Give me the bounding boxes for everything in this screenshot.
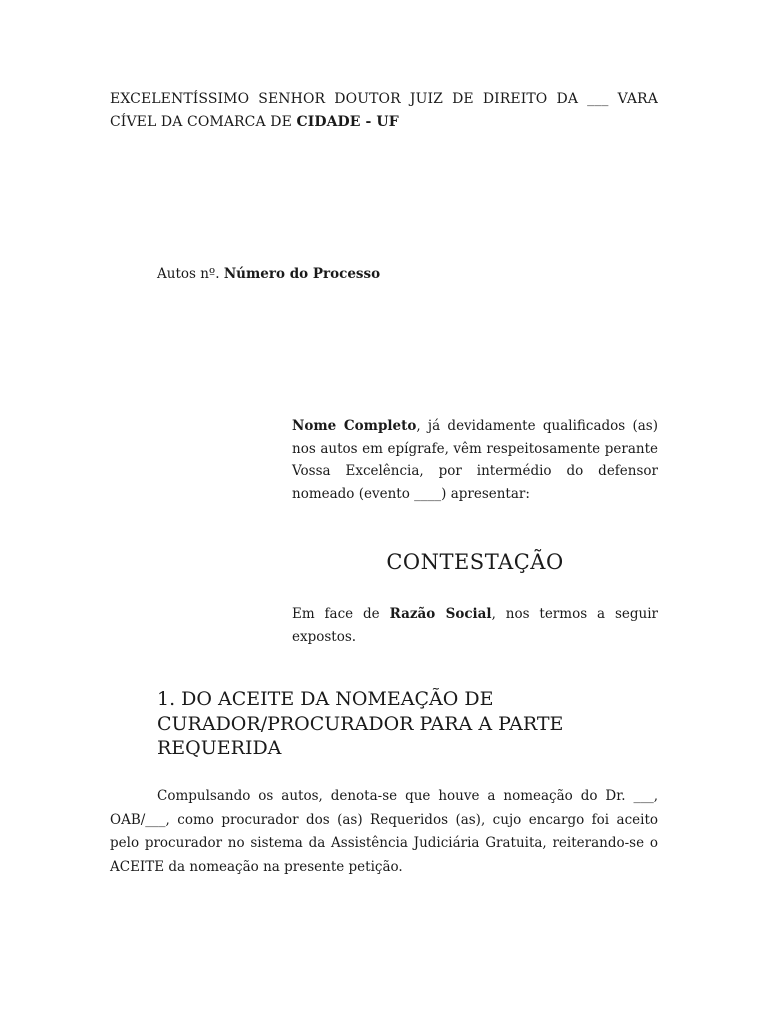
opposing-party-name: Razão Social — [389, 606, 492, 622]
address-word: VARA — [617, 91, 658, 107]
address-word: DA — [556, 91, 579, 107]
opposing-party-line — [292, 603, 658, 648]
qualification-paragraph — [292, 415, 658, 505]
address-blank: ___ — [587, 91, 609, 107]
body-paragraph: Compulsando os autos, denota-se que houve a nomeação do Dr. ___, OAB/___, como procurador dos (as) Requeridos (as), cujo encargo foi aceito pelo procurador no sistema da Assistência Judiciária Gratuita, reiterando-se o ACEITE da nomeação na presente petição. — [110, 788, 658, 875]
process-number-line — [157, 264, 380, 284]
address-word: EXCELENTÍSSIMO — [110, 91, 250, 107]
process-number: Número do Processo — [223, 266, 381, 282]
address-word: JUIZ — [409, 91, 443, 107]
court-address-line2 — [110, 111, 658, 134]
address-word: DIREITO — [482, 91, 548, 107]
party-name: Nome Completo — [292, 418, 417, 434]
section-heading: 1. DO ACEITE DA NOMEAÇÃO DE CURADOR/PROCURADOR PARA A PARTE REQUERIDA — [157, 688, 564, 759]
court-address — [110, 88, 658, 134]
court-address-prefix: CÍVEL DA COMARCA DE — [110, 114, 297, 130]
address-word: DE — [452, 91, 474, 107]
address-word: DOUTOR — [334, 91, 401, 107]
address-word: SENHOR — [258, 91, 326, 107]
qualification-text: , já devidamente qualificados (as) nos autos em epígrafe, vêm respeitosamente perante Vossa Excelência, por intermédio do defensor nomeado (evento ____) apresentar: — [292, 418, 658, 502]
court-address-line1 — [110, 88, 658, 111]
court-city: CIDADE - UF — [296, 114, 399, 130]
em-face-prefix: Em face de — [292, 606, 390, 622]
em-face-suffix: , nos termos a seguir expostos. — [292, 606, 658, 645]
process-number-label: Autos nº. — [157, 266, 224, 282]
qualification-block — [292, 415, 658, 505]
document-title: CONTESTAÇÃO — [386, 550, 564, 574]
